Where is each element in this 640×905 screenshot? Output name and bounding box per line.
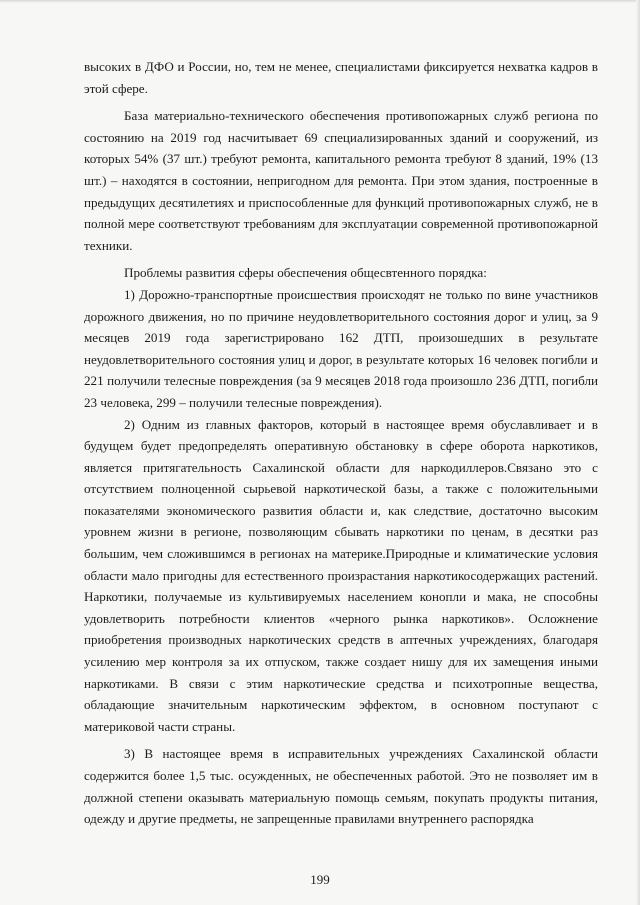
- scan-edge-right: [636, 0, 640, 905]
- paragraph-item-1: 1) Дорожно-транспортные происшествия происходят не только по вине участников дорожного движения, но по причине неудовлетворительного состояния дорог и улиц, за 9 месяцев 2019 года зарегистрировано 162 ДТП, произошедших в результате неудовлетворительного состояния улиц и дорог, в результате которых 16 человек погибли и 221 получили телесные повреждения (за 9 месяцев 2018 года произошло 236 ДТП, погибли 23 человека, 299 – получили телесные повреждения).: [84, 286, 598, 410]
- document-page: [84, 56, 598, 830]
- paragraph-public-order-heading: Проблемы развития сферы обеспечения общесвтенного порядка:: [124, 265, 487, 281]
- paragraph-item-3: 3) В настоящее время в исправительных учреждениях Сахалинской области содержится более 1,5 тыс. осужденных, не обеспеченных работой. Это не позволяет им в должной степени оказывать материальную помощь семьям, покупать продукты питания, одежду и другие предметы, не запрещенные правилами внутреннего распорядка: [84, 746, 598, 827]
- paragraph-item-2: 2) Одним из главных факторов, который в настоящее время обуславливает и в будущем будет предопределять оперативную обстановку в сфере оборота наркотиков, является притягательность Сахалинской области для наркодиллеров.Связано это с отсутствием полноценной сырьевой наркотической базы, а также с положительными показателями экономического развития области и, как следствие, достаточно высоким уровнем жизни в регионе, позволяющим сбывать наркотики по ценам, в десятки раз большим, чем сложившимся в регионах на материке.Природные и климатические условия области мало пригодны для естественного произрастания наркотикосодержащих растений. Наркотики, получаемые из культивируемых населением конопли и мака, не способны удовлетворить потребности клиентов «черного рынка наркотиков». Осложнение приобретения производных наркотических средств в аптечных учреждениях, благодаря усилению мер контроля за их отпуском, также создает нишу для их замещения иными наркотиками. В связи с этим наркотические средства и психотропные вещества, обладающие значительным наркотическим эффектом, в основном поступают с материковой части страны.: [84, 416, 598, 734]
- scan-edge-top: [0, 0, 640, 3]
- paragraph-fire-services: База материально-технического обеспечения противопожарных служб региона по состоянию на 2019 год насчитывает 69 специализированных зданий и сооружений, из которых 54% (37 шт.) требуют ремонта, капитального ремонта требуют 8 зданий, 19% (13 шт.) – находятся в состоянии, непригодном для ремонта. При этом здания, построенные в предыдущих десятилетиях и приспособленные для функций противопожарных служб, не в полной мере соответствуют требованиям для эксплуатации современной противопожарной техники.: [84, 108, 598, 253]
- page-number: 199: [310, 872, 330, 887]
- paragraph-continuation: высоких в ДФО и России, но, тем не менее, специалистами фиксируется нехватка кадров в этой сфере.: [84, 59, 598, 96]
